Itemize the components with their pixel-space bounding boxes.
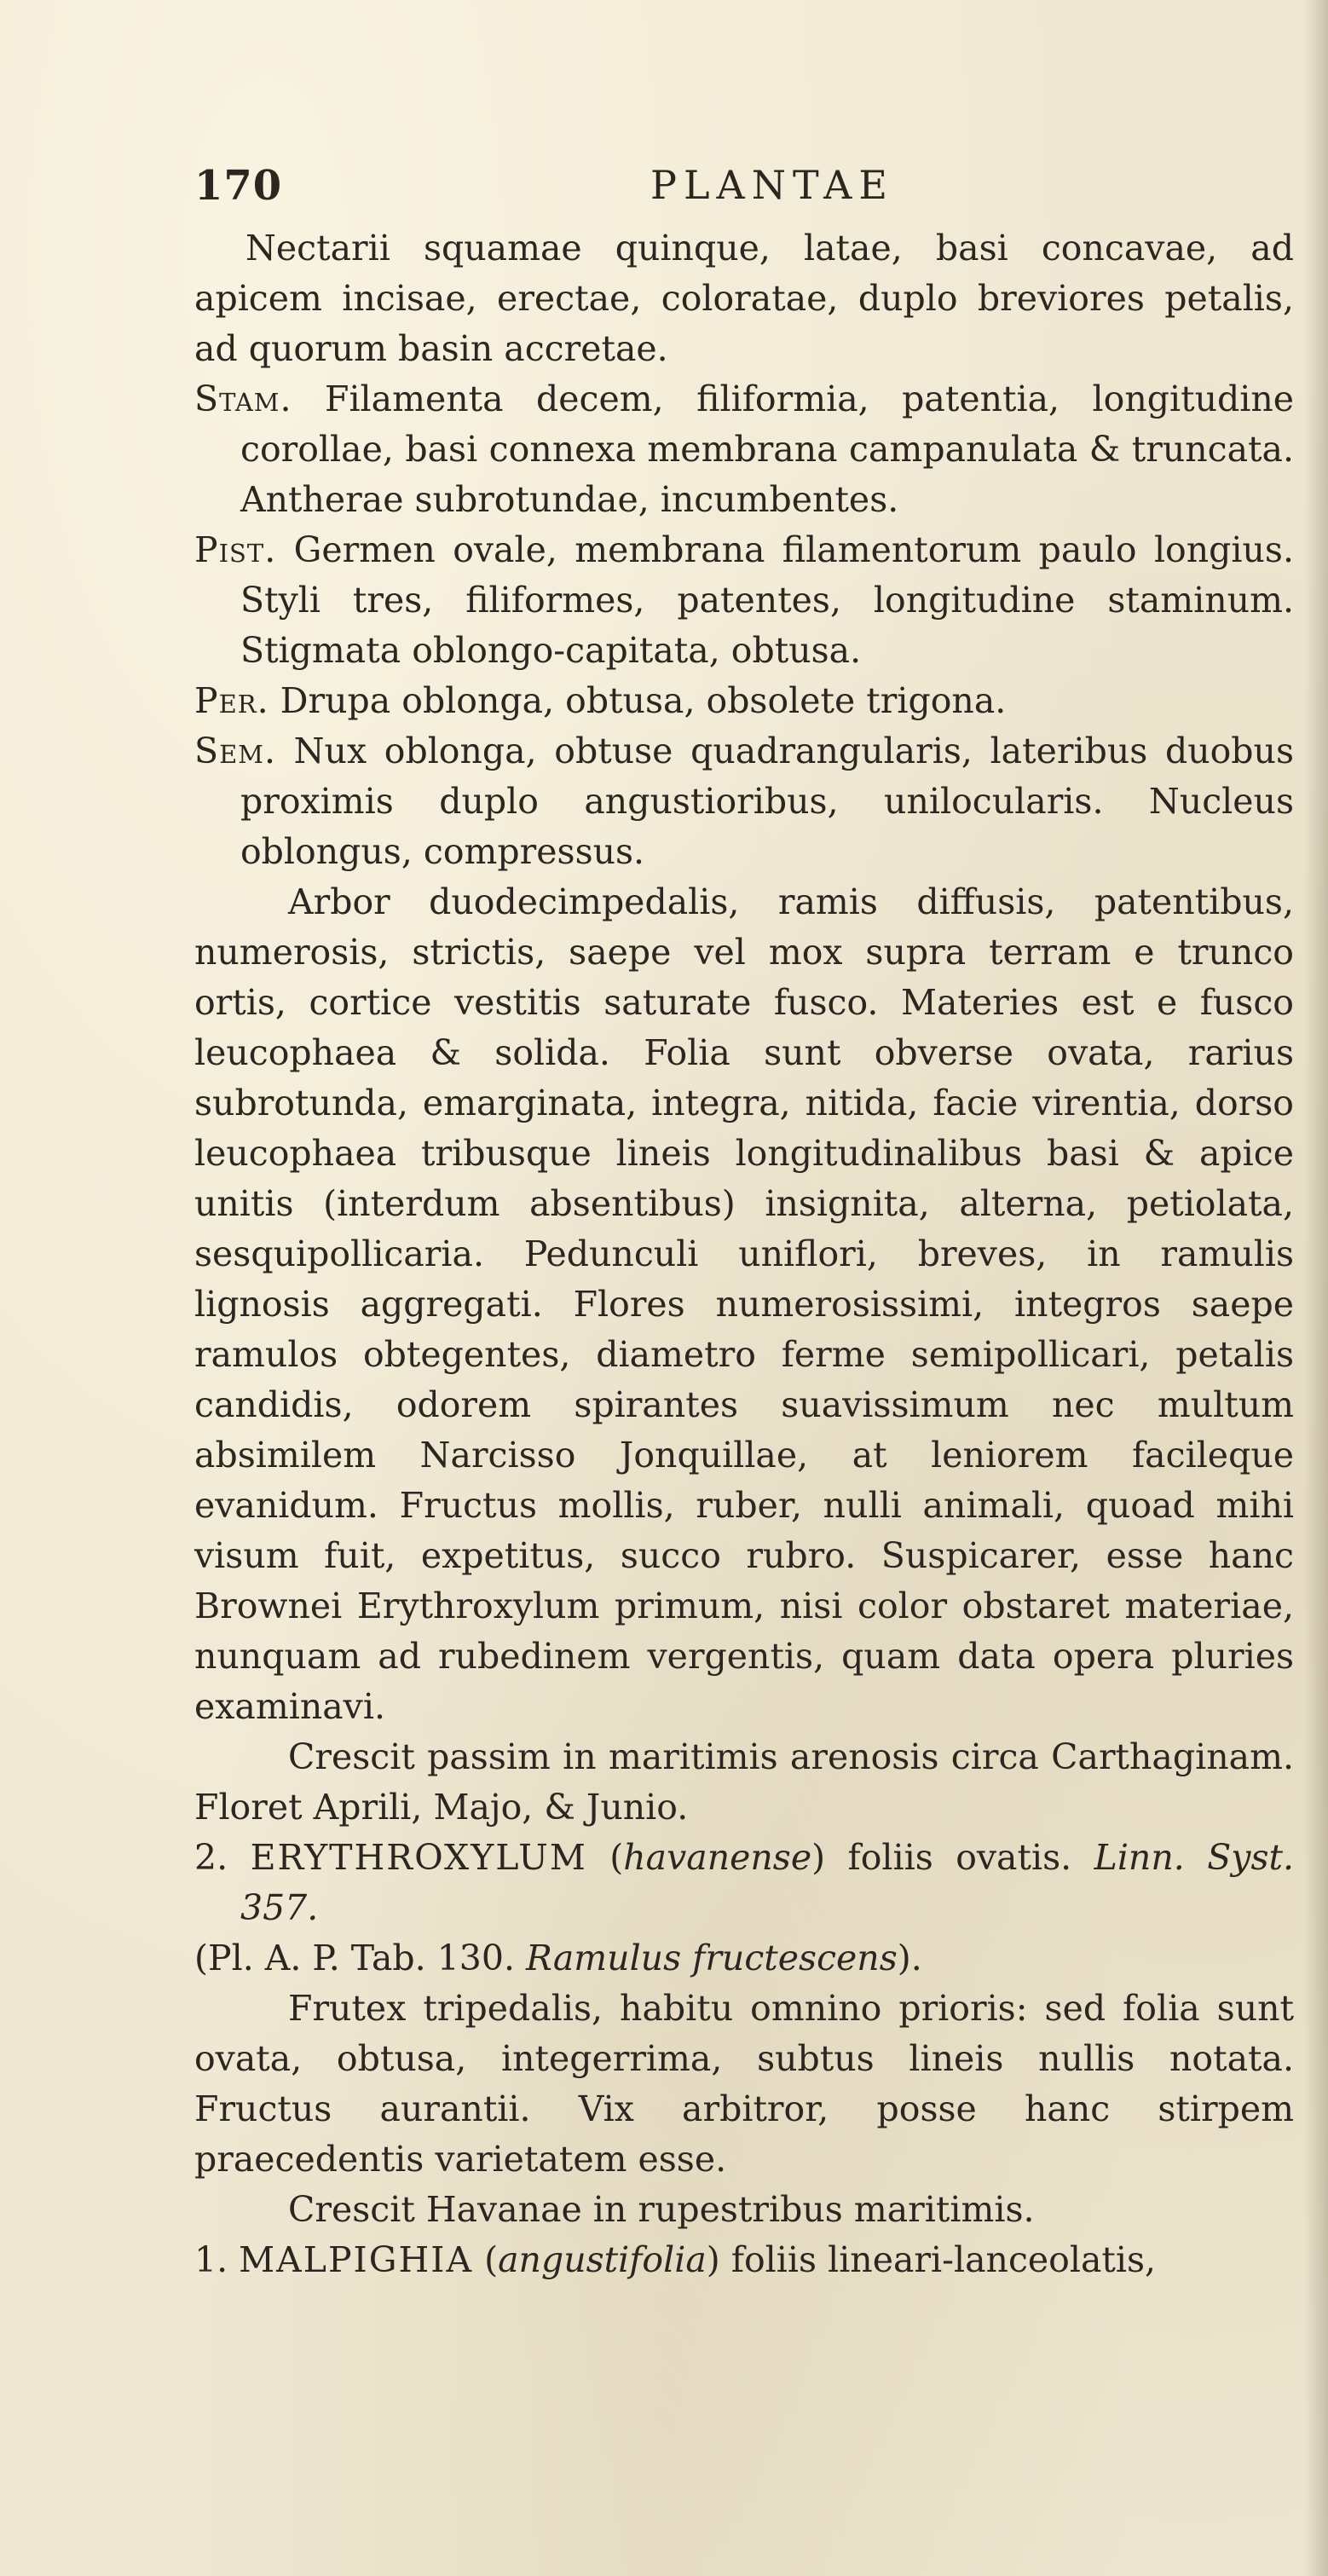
nectarii-paragraph: Nectarii squamae quinque, latae, basi concavae, ad apicem incisae, erectae, coloratae, duplo breviores petalis, ad quorum basin accretae. [194,228,1294,369]
semen-paragraph: Sem. Nux oblonga, obtuse quadrangularis, lateribus duobus proximis duplo angustioribus, unilocularis. Nucleus oblongus, compressus. [194,731,1294,872]
semen-label: Sem. [194,731,276,771]
page-number: 170 [194,162,283,210]
genus-name: ERYTHROXYLUM [250,1837,587,1878]
pericarpium-paragraph: Per. Drupa oblonga, obtusa, obsolete trigona. [194,680,1007,721]
species-entry-malpighia: 1. MALPIGHIA (angustifolia) foliis lineari-lanceolatis, [194,2239,1157,2280]
page-edge-shadow [1304,0,1328,2576]
species-epithet: angustifolia [498,2239,707,2280]
genus-name: MALPIGHIA [239,2239,474,2280]
running-head [194,162,1285,213]
pericarpium-label: Per. [194,680,269,721]
linnaeus-reference: Linn. Syst. 357. [240,1837,1295,1928]
stamina-paragraph: Stam. Filamenta decem, filiformia, patentia, longitudine corollae, basi connexa membrana campanulata & truncata. Antherae subrotundae, incumbentes. [194,378,1294,520]
stamina-label: Stam. [194,378,292,419]
species-epithet: havanense [623,1837,812,1878]
havana-habitat-paragraph: Crescit Havanae in rupestribus maritimis. [288,2189,1035,2230]
pistillum-paragraph: Pist. Germen ovale, membrana filamentorum paulo longius. Styli tres, filiformes, patentes, longitudine staminum. Stigmata oblongo-capitata, obtusa. [194,529,1294,671]
species-entry-erythroxylum: 2. ERYTHROXYLUM (havanense) foliis ovatis. Linn. Syst. 357. [194,1837,1295,1928]
habitat-paragraph: Crescit passim in maritimis arenosis circa Carthaginam. Floret Aprili, Majo, & Junio. [194,1736,1294,1828]
body-text [194,223,1294,2285]
description-paragraph: Arbor duodecimpedalis, ramis diffusis, patentibus, numerosis, strictis, saepe vel mox supra terram e trunco ortis, cortice vestitis saturate fusco. Materies est e fusco leucophaea & solida. Folia sunt obverse ovata, rarius subrotunda, emarginata, integra, nitida, facie virentia, dorso leucophaea tribusque lineis longitudinalibus basi & apice unitis (interdum absentibus) insignita, alterna, petiolata, sesquipollicaria. Pedunculi uniflori, breves, in ramulis lignosis aggregati. Flores numerosissimi, integros saepe ramulos obtegentes, diametro ferme semipollicari, petalis candidis, odorem spirantes suavissimum nec multum absimilem Narcisso Jonquillae, at leniorem facileque evanidum. Fructus mollis, ruber, nulli animali, quoad mihi visum fuit, expetitus, succo rubro. Suspicarer, esse hanc Brownei Erythroxylum primum, nisi color obstaret materiae, nunquam ad rubedinem vergentis, quam data opera pluries examinavi. [194,881,1294,1727]
frutex-paragraph: Frutex tripedalis, habitu omnino prioris: sed folia sunt ovata, obtusa, integerrima, subtus lineis nullis notata. Fructus aurantii. Vix arbitror, posse hanc stirpem praecedentis varietatem esse. [194,1988,1294,2180]
plate-reference: (Pl. A. P. Tab. 130. Ramulus fructescens). [194,1938,922,1978]
pistillum-label: Pist. [194,529,277,570]
running-title: PLANTAE [650,162,894,208]
